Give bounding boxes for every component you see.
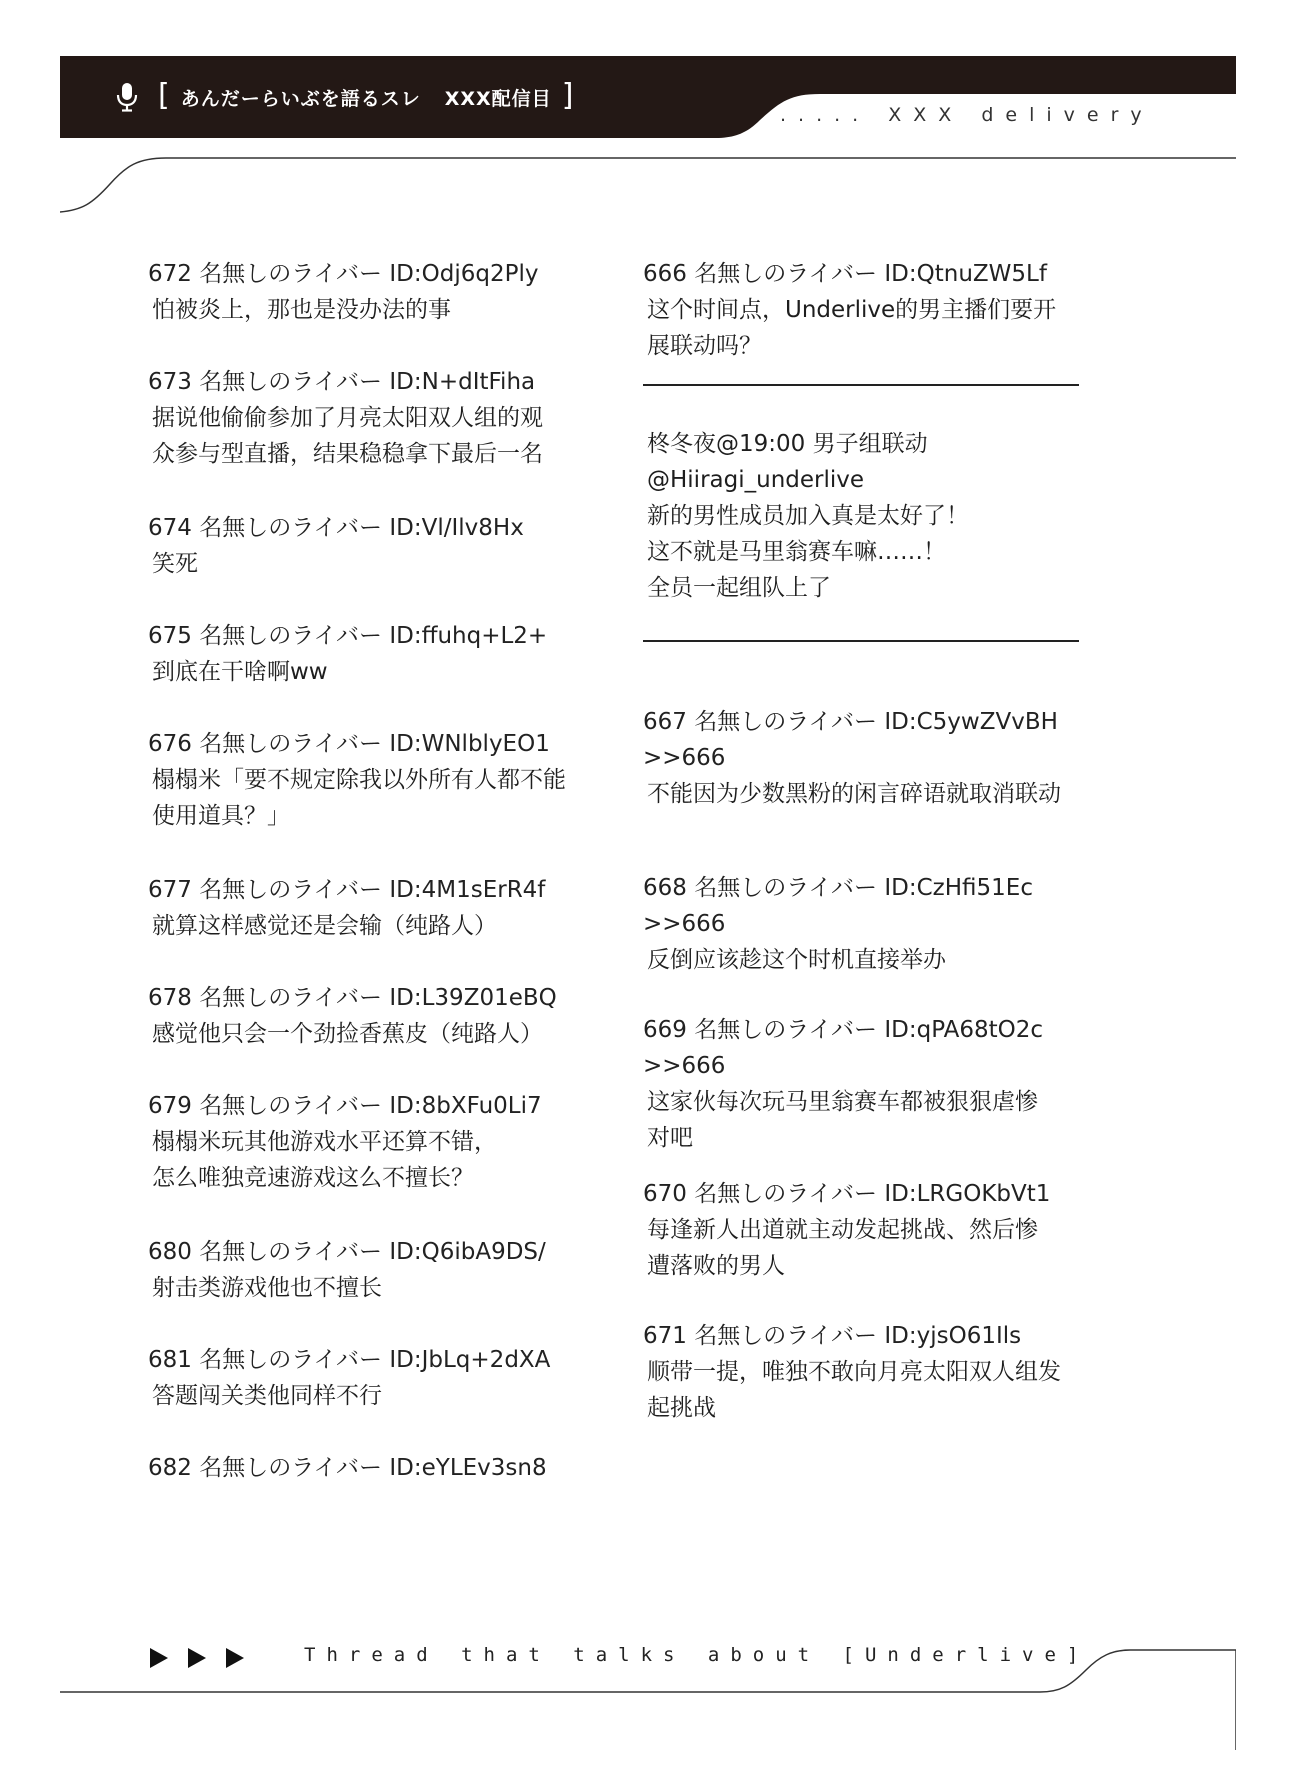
footer-text: Thread that talks about [Underlive] — [304, 1644, 1090, 1666]
post-item — [643, 1318, 1093, 1426]
post-body-line: 顺带一提，唯独不敢向月亮太阳双人组发 — [647, 1359, 1061, 1385]
post-header: 677 名無しのライバー ID:4M1sErR4f — [148, 877, 546, 903]
post-header: 676 名無しのライバー ID:WNlblyEO1 — [148, 731, 550, 757]
post-item — [643, 870, 1093, 978]
post-body-line: 到底在干啥啊ww — [152, 659, 328, 685]
post-header: 672 名無しのライバー ID:Odj6q2Ply — [148, 261, 539, 287]
footer-arrows — [150, 1648, 244, 1668]
post-item — [148, 364, 608, 472]
bracket-open: [ — [158, 77, 171, 113]
post-body-line: 怕被炎上，那也是没办法的事 — [152, 297, 451, 323]
post-item — [148, 618, 608, 690]
post-body-line: 榻榻米「要不规定除我以外所有人都不能 — [152, 767, 566, 793]
quote-line: 全员一起组队上了 — [647, 575, 831, 601]
post-reply: >>666 — [643, 911, 726, 937]
left-column — [148, 256, 608, 1486]
post-header: 675 名無しのライバー ID:ffuhq+L2+ — [148, 623, 548, 649]
post-body-line: 对吧 — [647, 1125, 693, 1151]
post-body-line: 众参与型直播，结果稳稳拿下最后一名 — [152, 441, 543, 467]
post-body-line: 笑死 — [152, 551, 198, 577]
post-666 — [643, 256, 1093, 364]
quote-line: @Hiiragi_underlive — [647, 467, 865, 493]
post-header: 666 名無しのライバー ID:QtnuZW5Lf — [643, 261, 1047, 287]
right-posts — [643, 704, 1093, 1426]
post-body-line: 答题闯关类他同样不行 — [152, 1383, 382, 1409]
post-body-line: 起挑战 — [647, 1395, 716, 1421]
post-header: 673 名無しのライバー ID:N+dItFiha — [148, 369, 536, 395]
header-subtitle: ..... XXX delivery — [780, 104, 1154, 126]
header-title: あんだーらいぶを語るスレ — [180, 87, 421, 110]
post-header: 681 名無しのライバー ID:JbLq+2dXA — [148, 1347, 551, 1373]
quote-line: 这不就是马里翁赛车嘛……！ — [647, 539, 946, 565]
post-body-line: 不能因为少数黑粉的闲言碎语就取消联动 — [647, 781, 1061, 807]
post-body-line: 据说他偷偷参加了月亮太阳双人组的观 — [152, 405, 543, 431]
post-header: 682 名無しのライバー ID:eYLEv3sn8 — [148, 1455, 547, 1481]
top-divider — [60, 150, 1236, 214]
play-arrow-icon — [150, 1648, 168, 1668]
post-body-line: 怎么唯独竞速游戏这么不擅长？ — [152, 1165, 474, 1191]
post-header: 674 名無しのライバー ID:Vl/Ilv8Hx — [148, 515, 524, 541]
post-header: 668 名無しのライバー ID:CzHfi51Ec — [643, 875, 1033, 901]
post-item — [643, 1176, 1093, 1284]
post-body-line: 反倒应该趁这个时机直接举办 — [647, 947, 946, 973]
quoted-tweet — [643, 426, 1093, 606]
post-header: 667 名無しのライバー ID:C5ywZVvBH — [643, 709, 1058, 735]
post-item — [148, 510, 608, 582]
header-episode: XXX配信目 — [444, 87, 552, 110]
bracket-close: ] — [561, 77, 575, 113]
post-item — [148, 1342, 608, 1414]
post-reply: >>666 — [643, 1053, 726, 1079]
header-title-group — [60, 56, 584, 138]
post-body-line: 感觉他只会一个劲捡香蕉皮（纯路人） — [152, 1021, 543, 1047]
post-header: 671 名無しのライバー ID:yjsO61Ils — [643, 1323, 1022, 1349]
post-body-line: 展联动吗？ — [647, 333, 762, 359]
post-item — [148, 256, 608, 328]
post-body-line: 榻榻米玩其他游戏水平还算不错， — [152, 1129, 497, 1155]
post-item — [148, 1088, 608, 1196]
post-body-line: 遭落败的男人 — [647, 1253, 785, 1279]
post-header: 679 名無しのライバー ID:8bXFu0Li7 — [148, 1093, 542, 1119]
post-body-line: 每逢新人出道就主动发起挑战、然后惨 — [647, 1217, 1038, 1243]
post-header: 669 名無しのライバー ID:qPA68tO2c — [643, 1017, 1044, 1043]
quote-line: 新的男性成员加入真是太好了！ — [647, 503, 969, 529]
post-body-line: 这个时间点，Underlive的男主播们要开 — [647, 297, 1057, 323]
post-item — [643, 704, 1093, 812]
post-item — [148, 872, 608, 944]
microphone-icon — [116, 82, 138, 112]
quote-line: 柊冬夜@19:00 男子组联动 — [647, 431, 928, 457]
post-reply: >>666 — [643, 745, 726, 771]
play-arrow-icon — [188, 1648, 206, 1668]
post-header: 678 名無しのライバー ID:L39Z01eBQ — [148, 985, 557, 1011]
post-item — [148, 726, 608, 834]
post-body-line: 使用道具？」 — [152, 803, 290, 829]
post-body-line: 这家伙每次玩马里翁赛车都被狠狠虐惨 — [647, 1089, 1038, 1115]
post-item — [148, 980, 608, 1052]
right-column — [643, 256, 1093, 1426]
play-arrow-icon — [226, 1648, 244, 1668]
post-header: 680 名無しのライバー ID:Q6ibA9DS/ — [148, 1239, 546, 1265]
post-body-line: 射击类游戏他也不擅长 — [152, 1275, 382, 1301]
post-item — [643, 1012, 1093, 1156]
post-item — [148, 1234, 608, 1306]
post-item — [148, 1450, 608, 1486]
post-header: 670 名無しのライバー ID:LRGOKbVt1 — [643, 1181, 1051, 1207]
post-body-line: 就算这样感觉还是会输（纯路人） — [152, 913, 497, 939]
